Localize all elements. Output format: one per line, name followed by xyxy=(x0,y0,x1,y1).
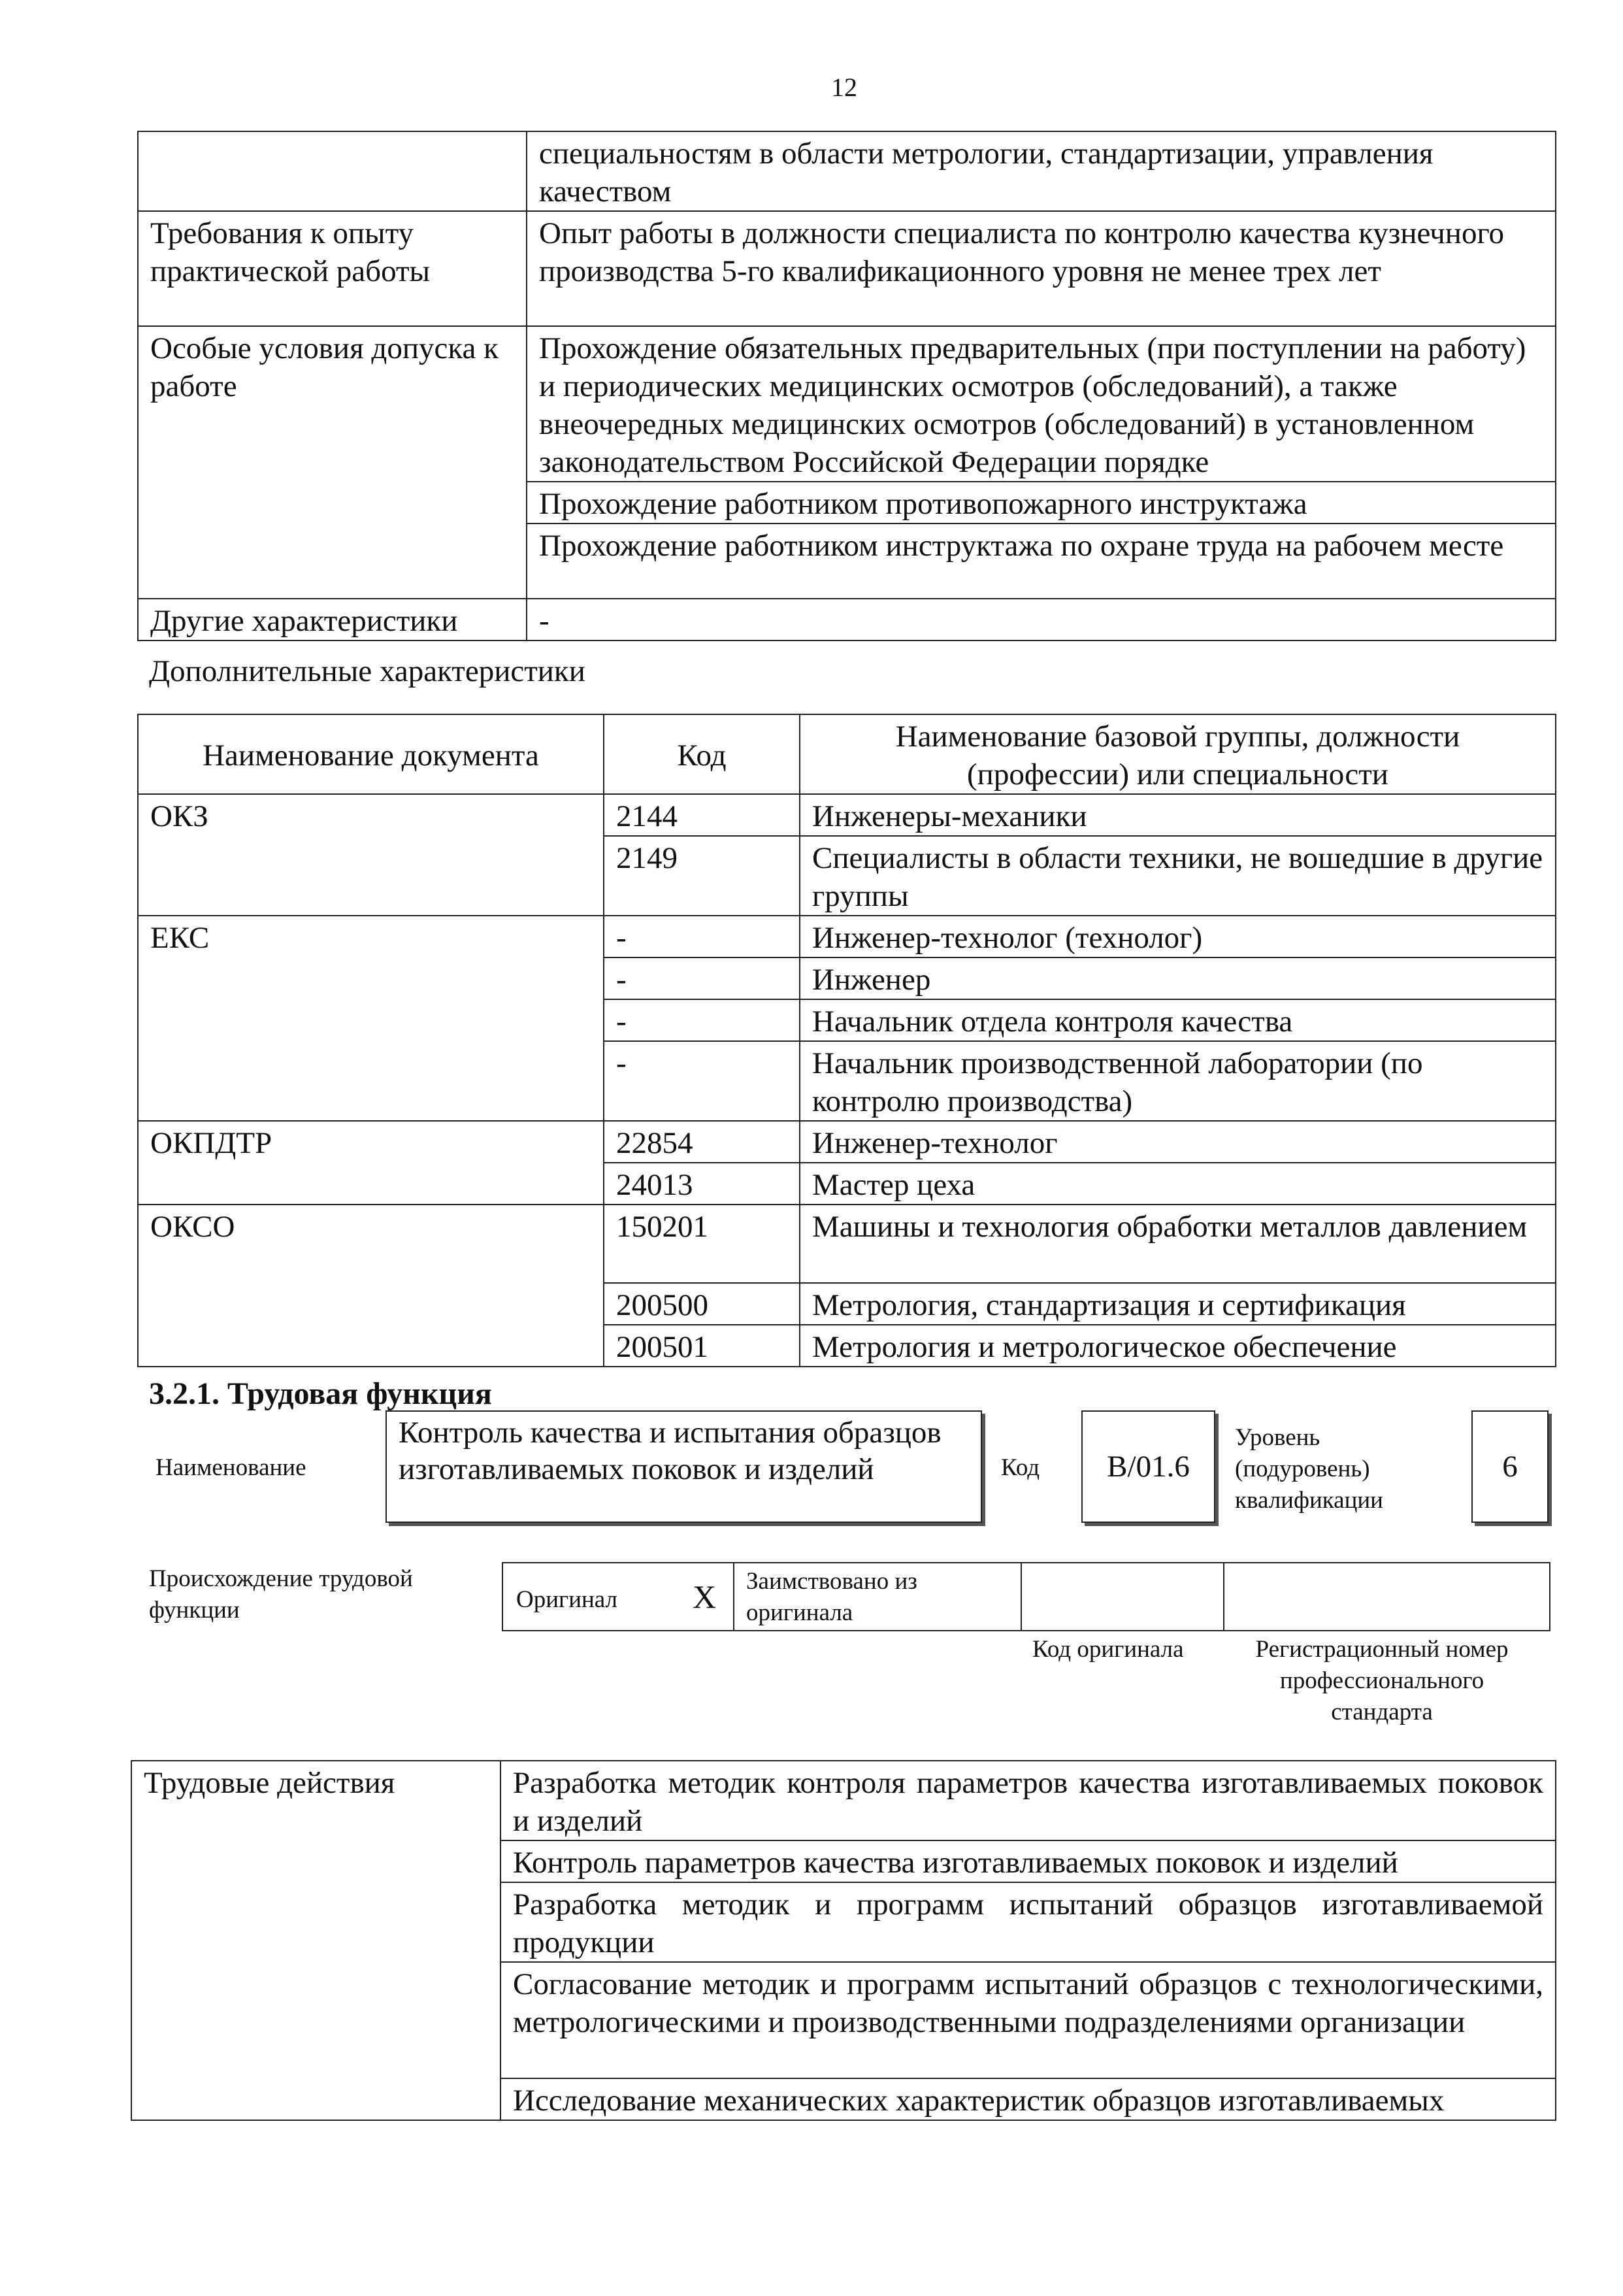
level-value: 6 xyxy=(1502,1450,1518,1484)
name-cell: Инженер-технолог xyxy=(800,1121,1556,1163)
code-label: Код xyxy=(1001,1454,1040,1481)
original-label: Оригинал xyxy=(516,1586,618,1613)
requirements-table xyxy=(137,131,1556,641)
name-cell: Инженер xyxy=(800,957,1556,999)
table-row xyxy=(138,1205,1556,1283)
table-row xyxy=(138,794,1556,836)
origin-divider xyxy=(733,1563,734,1631)
action-item: Контроль параметров качества изготавливаемых поковок и изделий xyxy=(500,1840,1556,1882)
original-mark: X xyxy=(693,1578,717,1615)
actions-label: Трудовые действия xyxy=(131,1761,500,2120)
code-cell: - xyxy=(604,957,800,999)
column-header-code: Код xyxy=(604,714,800,794)
reg-number-caption: Регистрационный номер профессионального стандарта xyxy=(1255,1636,1509,1725)
section-heading: 3.2.1. Трудовая функция xyxy=(149,1376,492,1411)
table-row xyxy=(138,1121,1556,1163)
additional-characteristics-table xyxy=(137,714,1556,1367)
name-cell: Мастер цеха xyxy=(800,1163,1556,1205)
name-cell: Инженеры-механики xyxy=(800,794,1556,836)
requirement-value: Прохождение обязательных предварительных (при поступлении на работу) и периодических медицинских осмотров (обследований), а также внеочередных медицинских осмотров (обследований) в установленном законодательством Российской Федерации порядке xyxy=(527,326,1556,482)
code-cell: 150201 xyxy=(604,1205,800,1283)
requirement-label: Другие характеристики xyxy=(138,599,527,641)
code-cell: 2149 xyxy=(604,836,800,916)
additional-heading: Дополнительные характеристики xyxy=(149,654,585,688)
table-row xyxy=(138,916,1556,957)
name-cell: Метрология, стандартизация и сертификация xyxy=(800,1283,1556,1325)
code-cell: 22854 xyxy=(604,1121,800,1163)
code-cell: - xyxy=(604,1041,800,1121)
table-row xyxy=(138,131,1556,211)
origin-divider xyxy=(1021,1563,1022,1631)
requirement-value: Прохождение работником инструктажа по охране труда на рабочем месте xyxy=(527,524,1556,599)
labor-actions-table xyxy=(131,1760,1556,2121)
function-name-box xyxy=(385,1410,982,1523)
table-row xyxy=(131,1761,1556,1840)
document-name: ОКЗ xyxy=(138,794,604,916)
table-row xyxy=(138,211,1556,326)
column-header-document: Наименование документа xyxy=(138,714,604,794)
document-name: ЕКС xyxy=(138,916,604,1121)
column-header-name: Наименование базовой группы, должности (профессии) или специальности xyxy=(800,714,1556,794)
name-label: Наименование xyxy=(156,1454,306,1481)
origin-box xyxy=(502,1562,1550,1631)
code-cell: 2144 xyxy=(604,794,800,836)
origin-divider xyxy=(1223,1563,1224,1631)
action-item: Исследование механических характеристик образцов изготавливаемых xyxy=(500,2078,1556,2120)
page-number: 12 xyxy=(831,73,857,102)
level-label: Уровень (подуровень) квалификации xyxy=(1235,1424,1383,1514)
requirement-value: Опыт работы в должности специалиста по контролю качества кузнечного производства 5-го квалификационного уровня не менее трех лет xyxy=(527,211,1556,326)
function-name-value: Контроль качества и испытания образцов изготавливаемых поковок и изделий xyxy=(399,1416,942,1486)
code-original-caption: Код оригинала xyxy=(1032,1636,1184,1663)
requirement-value: специальностям в области метрологии, стандартизации, управления качеством xyxy=(527,131,1556,211)
name-cell: Начальник отдела контроля качества xyxy=(800,999,1556,1041)
table-header-row xyxy=(138,714,1556,794)
borrowed-label: Заимствовано из оригинала xyxy=(746,1568,917,1626)
table-row xyxy=(138,326,1556,482)
document-name: ОКСО xyxy=(138,1205,604,1367)
name-cell: Специалисты в области техники, не вошедшие в другие группы xyxy=(800,836,1556,916)
code-cell: - xyxy=(604,916,800,957)
name-cell: Инженер-технолог (технолог) xyxy=(800,916,1556,957)
name-cell: Начальник производственной лаборатории (по контролю производства) xyxy=(800,1041,1556,1121)
name-cell: Машины и технология обработки металлов давлением xyxy=(800,1205,1556,1283)
code-cell: 24013 xyxy=(604,1163,800,1205)
action-item: Разработка методик контроля параметров качества изготавливаемых поковок и изделий xyxy=(500,1761,1556,1840)
origin-label: Происхождение трудовой функции xyxy=(149,1565,413,1623)
requirement-value: - xyxy=(527,599,1556,641)
requirement-label: Особые условия допуска к работе xyxy=(138,326,527,599)
requirement-label: Требования к опыту практической работы xyxy=(138,211,527,326)
code-cell: 200500 xyxy=(604,1283,800,1325)
code-cell: 200501 xyxy=(604,1325,800,1367)
requirement-label xyxy=(138,131,527,211)
table-row xyxy=(138,599,1556,641)
action-item: Разработка методик и программ испытаний образцов изготавливаемой продукции xyxy=(500,1882,1556,1962)
requirement-value: Прохождение работником противопожарного инструктажа xyxy=(527,482,1556,524)
function-code-box xyxy=(1081,1410,1215,1523)
action-item: Согласование методик и программ испытаний образцов с технологическими, метрологическими и производственными подразделениями организации xyxy=(500,1962,1556,2078)
level-box xyxy=(1471,1410,1549,1523)
code-cell: - xyxy=(604,999,800,1041)
function-code-value: В/01.6 xyxy=(1107,1450,1190,1484)
name-cell: Метрология и метрологическое обеспечение xyxy=(800,1325,1556,1367)
document-name: ОКПДТР xyxy=(138,1121,604,1205)
